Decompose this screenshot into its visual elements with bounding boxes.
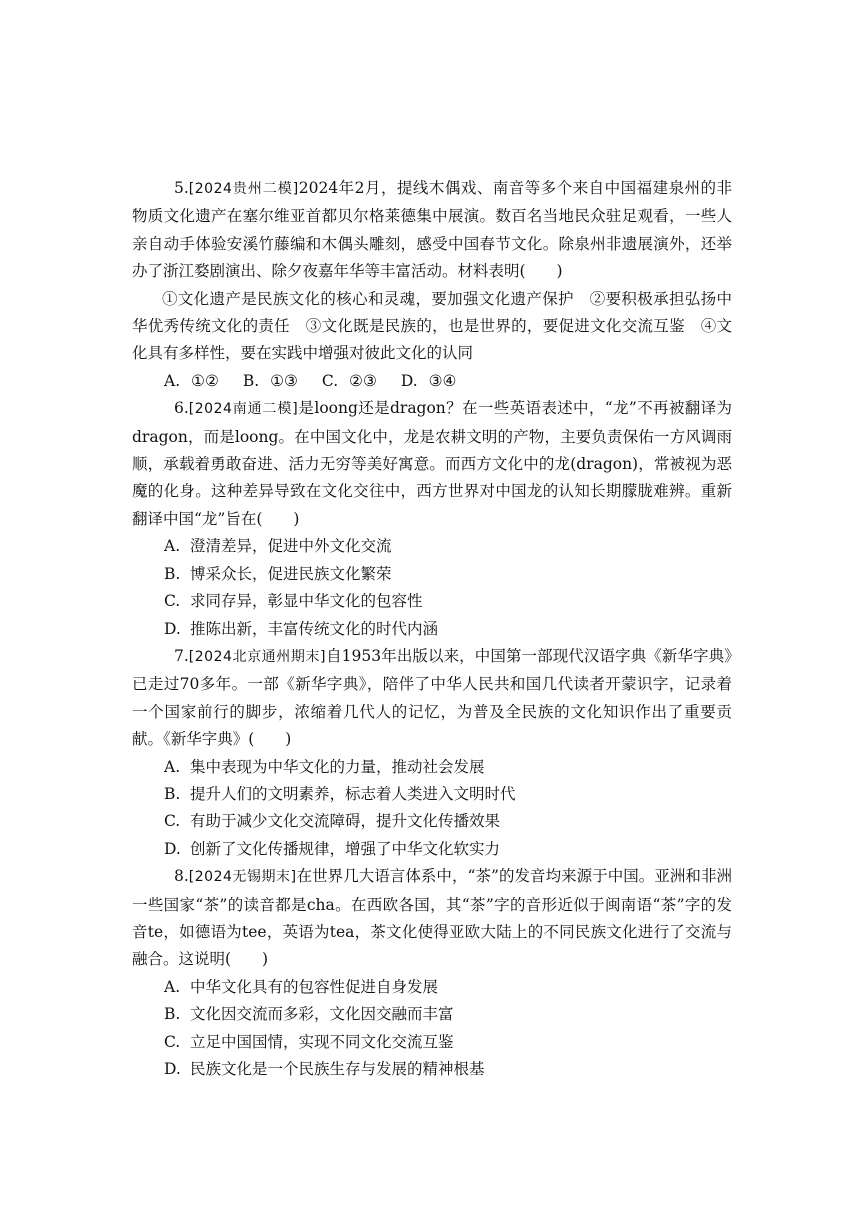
question-6-stem bbox=[132, 395, 732, 533]
question-number: 6. bbox=[174, 399, 189, 418]
question-5-statements: ①文化遗产是民族文化的核心和灵魂，要加强文化遗产保护 ②要积极承担弘扬中华优秀传统文化的责任 ③文化既是民族的，也是世界的，要促进文化交流互鉴 ④文化具有多样性，要在实践中增强对彼此文化的认同 bbox=[132, 289, 732, 363]
option-key: D. bbox=[164, 619, 181, 638]
option-a bbox=[132, 974, 732, 1001]
option-text: 民族文化是一个民族生存与发展的精神根基 bbox=[190, 1060, 485, 1078]
option-a bbox=[132, 533, 732, 560]
option-text: 提升人们的文明素养，标志着人类进入文明时代 bbox=[190, 784, 516, 803]
question-source: [2024无锡期末] bbox=[188, 869, 297, 886]
question-text: 在世界几大语言体系中，“茶”的发音均来源于中国。亚洲和非洲一些国家“茶”的读音都是cha。在西欧各国，其“茶”字的音形近似于闽南语“茶”字的发音te，如德语为tee，英语为tea，茶文化使得亚欧大陆上的不同民族文化进行了交流与融合。这说明( ) bbox=[132, 867, 732, 969]
option-text: 文化因交流而多彩，文化因交融而丰富 bbox=[190, 1005, 454, 1024]
option-d bbox=[132, 616, 732, 643]
option-key: C. bbox=[164, 592, 181, 611]
question-8-stem bbox=[132, 863, 732, 974]
option-c: C. ②③ bbox=[321, 371, 377, 390]
option-b: B. ①③ bbox=[242, 371, 298, 390]
option-a bbox=[132, 754, 732, 781]
question-number: 7. bbox=[174, 646, 189, 665]
question-source: [2024北京通州期末] bbox=[188, 648, 326, 665]
option-text: 澄清差异，促进中外文化交流 bbox=[190, 537, 392, 556]
option-text: 中华文化具有的包容性促进自身发展 bbox=[190, 977, 439, 996]
question-number: 5. bbox=[174, 179, 189, 197]
option-key: B. bbox=[164, 1005, 181, 1024]
option-text: 博采众长，促进民族文化繁荣 bbox=[190, 564, 392, 583]
option-b bbox=[132, 781, 732, 808]
question-5-stem bbox=[132, 175, 732, 286]
option-key: C. bbox=[164, 1032, 181, 1051]
option-b bbox=[132, 1001, 732, 1028]
option-text: 推陈出新，丰富传统文化的时代内涵 bbox=[190, 619, 439, 638]
option-a: A. ①② bbox=[164, 371, 219, 390]
option-key: D. bbox=[164, 1060, 181, 1078]
option-text: 集中表现为中华文化的力量，推动社会发展 bbox=[190, 757, 485, 776]
question-text: 2024年2月，提线木偶戏、南音等多个来自中国福建泉州的非物质文化遗产在塞尔维亚首都贝尔格莱德集中展演。数百名当地民众驻足观看，一些人亲自动手体验安溪竹藤编和木偶头雕刻，感受中国春节文化。除泉州非遗展演外，还举办了浙江婺剧演出、除夕夜嘉年华等丰富活动。材料表明( ) bbox=[132, 179, 732, 281]
option-text: 求同存异，彰显中华文化的包容性 bbox=[190, 592, 423, 611]
question-document bbox=[132, 175, 732, 1083]
question-text: 是loong还是dragon？在一些英语表述中，“龙”不再被翻译为dragon，而是loong。在中国文化中，龙是农耕文明的产物，主要负责保佑一方风调雨顺，承载着勇敢奋进、活力无穷等美好寓意。而西方文化中的龙(dragon)，常被视为恶魔的化身。这种差异导致在文化交往中，西方世界对中国龙的认知长期朦胧难辨。重新翻译中国“龙”旨在( ) bbox=[132, 399, 732, 528]
option-text: 有助于减少文化交流障碍，提升文化传播效果 bbox=[190, 812, 501, 831]
option-text: 创新了文化传播规律，增强了中华文化软实力 bbox=[190, 839, 501, 858]
option-c bbox=[132, 588, 732, 615]
option-key: A. bbox=[164, 757, 181, 776]
option-key: A. bbox=[164, 537, 181, 556]
option-d: D. ③④ bbox=[400, 371, 457, 390]
option-key: B. bbox=[164, 564, 181, 583]
option-b bbox=[132, 561, 732, 588]
question-text: 自1953年出版以来，中国第一部现代汉语字典《新华字典》已走过70多年。一部《新华字典》，陪伴了中华人民共和国几代读者开蒙识字，记录着一个国家前行的脚步，浓缩着几代人的记忆，为普及全民族的文化知识作出了重要贡献。《新华字典》( ) bbox=[132, 646, 732, 749]
question-source: [2024贵州二模] bbox=[188, 181, 299, 197]
question-7-stem bbox=[132, 643, 732, 754]
option-text: 立足中国国情，实现不同文化交流互鉴 bbox=[190, 1032, 454, 1051]
option-d bbox=[132, 836, 732, 863]
option-key: C. bbox=[164, 812, 181, 831]
option-d bbox=[132, 1056, 732, 1083]
option-key: B. bbox=[164, 784, 181, 803]
question-number: 8. bbox=[174, 867, 189, 886]
question-source: [2024南通二模] bbox=[188, 401, 299, 418]
option-key: D. bbox=[164, 839, 181, 858]
question-5-options bbox=[132, 368, 732, 395]
option-c bbox=[132, 1029, 732, 1056]
option-c bbox=[132, 808, 732, 835]
option-key: A. bbox=[164, 977, 181, 996]
